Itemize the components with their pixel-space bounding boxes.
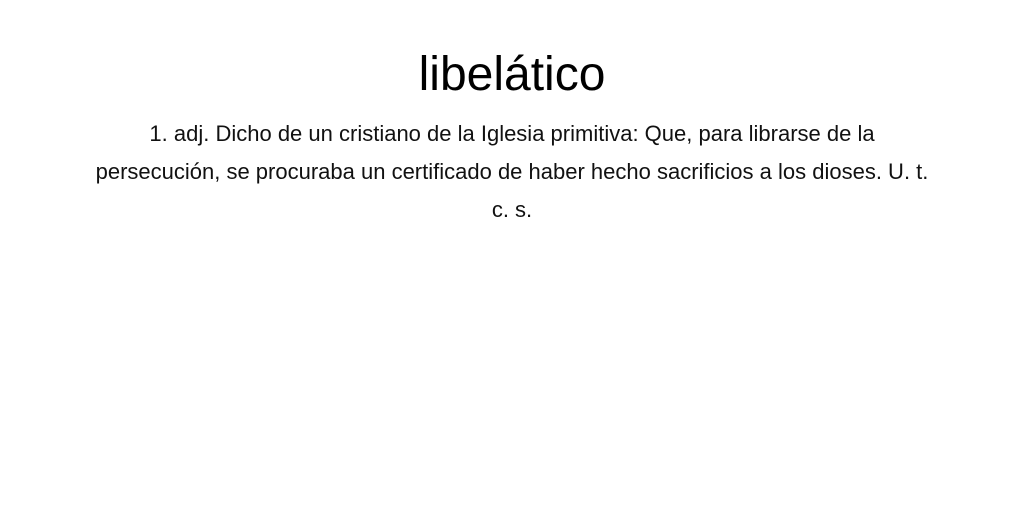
headword-title: libelático	[418, 48, 606, 101]
dictionary-entry	[0, 0, 1024, 229]
definition-text: 1. adj. Dicho de un cristiano de la Iglesia primitiva: Que, para librarse de la persecución, se procuraba un certificado de haber hecho sacrificios a los dioses. U. t. c. s.	[95, 121, 929, 222]
